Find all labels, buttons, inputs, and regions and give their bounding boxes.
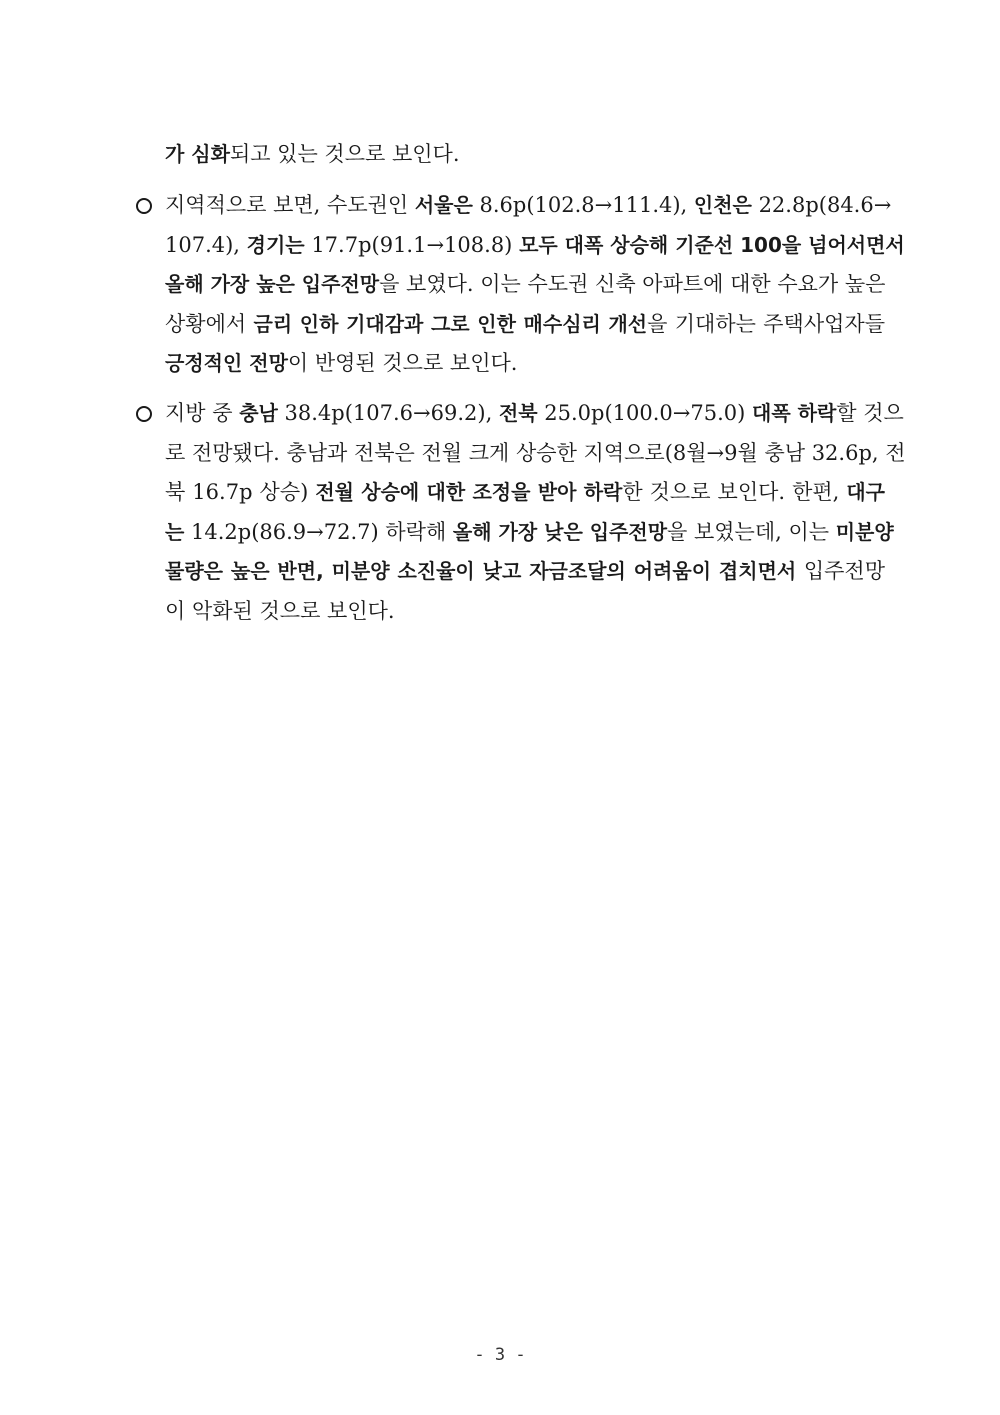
bold-text-run: 서울은 <box>414 193 473 217</box>
bullet-circle-icon <box>136 406 152 422</box>
bold-text-run: 충남 <box>239 401 278 425</box>
text-run: 을 기대하는 주택사업자들 <box>647 312 885 336</box>
para2-line-3 <box>165 477 885 507</box>
bold-text-run: 전북 <box>498 401 538 425</box>
text-run: 이 악화된 것으로 보인다. <box>165 599 395 623</box>
bold-text-run: 대구 <box>846 480 885 504</box>
bold-text-run: 경기는 <box>246 233 305 257</box>
text-run: 을 보였는데, 이는 <box>667 520 836 544</box>
text-run: 107.4), <box>165 233 247 257</box>
text-run: 지방 중 <box>165 401 240 425</box>
bold-text-run: 는 <box>165 520 185 544</box>
para1-line-4 <box>165 309 885 339</box>
intro-line-1 <box>165 139 885 169</box>
bold-text-run: 모두 대폭 상승해 기준선 100을 넘어서면서 <box>519 233 905 257</box>
para2-line-2 <box>165 438 906 468</box>
text-run: 로 전망됐다. 충남과 전북은 전월 크게 상승한 지역으로(8월→9월 충남 32.6p, 전 <box>165 441 906 465</box>
para2-line-1 <box>165 398 904 428</box>
bold-text-run: 미분양 <box>835 520 894 544</box>
text-run: 8.6p(102.8→111.4), <box>472 193 694 217</box>
text-run: 25.0p(100.0→75.0) <box>537 401 753 425</box>
para2-line-5 <box>165 556 885 586</box>
text-run: 이 반영된 것으로 보인다. <box>287 351 518 375</box>
text-run: 북 16.7p 상승) <box>165 480 316 504</box>
bold-text-run: 전월 상승에 대한 조정을 받아 하락 <box>315 480 623 504</box>
text-run: 상황에서 <box>165 312 254 336</box>
text-run: 입주전망 <box>796 559 885 583</box>
bold-text-run: 금리 인하 기대감과 그로 인한 매수심리 개선 <box>253 312 648 336</box>
text-run: 17.7p(91.1→108.8) <box>304 233 520 257</box>
text-run: 22.8p(84.6→ <box>751 193 892 217</box>
bold-text-run: 대폭 하락 <box>752 401 837 425</box>
text-run: 을 보였다. 이는 수도권 신축 아파트에 대한 수요가 높은 <box>379 272 886 296</box>
page-number: - 3 - <box>474 1345 526 1365</box>
para1-line-3 <box>165 269 885 299</box>
text-run: 38.4p(107.6→69.2), <box>277 401 499 425</box>
para2-line-6 <box>165 596 885 626</box>
para1-line-1 <box>165 190 892 220</box>
text-run: 할 것으 <box>836 401 904 425</box>
text-run: 되고 있는 것으로 보인다. <box>229 142 460 166</box>
para1-line-2 <box>165 230 905 260</box>
bold-text-run: 올해 가장 높은 입주전망 <box>165 272 380 296</box>
text-run: 지역적으로 보면, 수도권인 <box>165 193 415 217</box>
bold-text-run: 올해 가장 낮은 입주전망 <box>452 520 668 544</box>
bullet-circle-icon <box>136 198 152 214</box>
text-run: 14.2p(86.9→72.7) 하락해 <box>184 520 453 544</box>
text-run: 한 것으로 보인다. 한편, <box>622 480 847 504</box>
bold-text-run: 물량은 높은 반면, 미분양 소진율이 낮고 자금조달의 어려움이 겹치면서 <box>165 559 797 583</box>
bold-text-run: 가 심화 <box>165 142 230 166</box>
bold-text-run: 인천은 <box>693 193 752 217</box>
para1-line-5 <box>165 348 885 378</box>
para2-line-4 <box>165 517 894 547</box>
bold-text-run: 긍정적인 전망 <box>165 351 288 375</box>
